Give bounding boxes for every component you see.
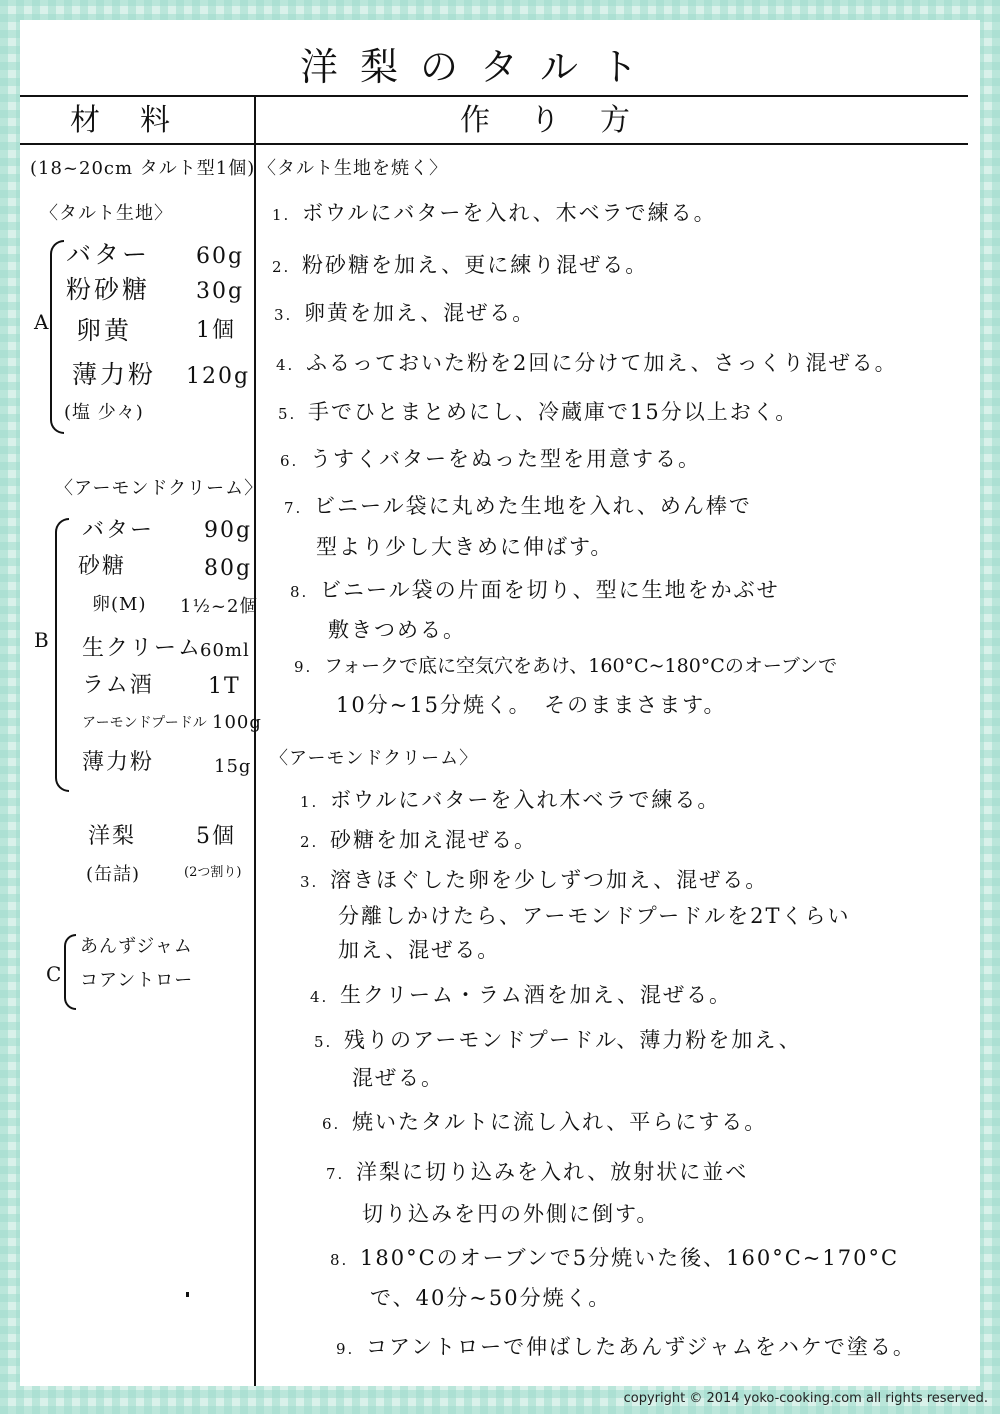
almond-step-1: 1. ボウルにバターを入れ木ベラで練る。 <box>300 788 721 812</box>
tart-step-4: 4. ふるっておいた粉を2回に分けて加え、さっくり混ぜる。 <box>276 351 898 375</box>
pan-size: (18~20cm タルト型1個) <box>30 158 256 179</box>
ingredient-name: バター <box>82 518 155 543</box>
tart-step-7-cont: 型より少し大きめに伸ばす。 <box>316 535 614 559</box>
glaze-item: あんずジャム <box>80 936 193 957</box>
glaze-item: コアントロー <box>80 970 194 991</box>
tart-step-1: 1. ボウルにバターを入れ、木ベラで練る。 <box>272 201 717 225</box>
pear-cut-note: (2つ割り) <box>184 865 242 880</box>
pear-amount: 5個 <box>196 824 236 849</box>
tart-step-6: 6. うすくバターをぬった型を用意する。 <box>280 447 701 471</box>
column-divider <box>254 96 256 1386</box>
almond-step-6: 6. 焼いたタルトに流し入れ、平らにする。 <box>322 1110 768 1134</box>
ingredient-name: 薄力粉 <box>72 360 157 389</box>
tart-step-3: 3. 卵黄を加え、混ぜる。 <box>274 301 536 325</box>
almond-step-5: 5. 残りのアーモンドプードル、薄力粉を加え、 <box>314 1028 802 1052</box>
ingredient-name: 卵(M) <box>92 594 147 615</box>
tart-step-8: 8. ビニール袋の片面を切り、型に生地をかぶせ <box>290 578 780 602</box>
group-b-brace <box>55 518 69 792</box>
ingredient-amount: 15g <box>214 756 252 777</box>
ingredient-amount: 90g <box>204 518 253 543</box>
ingredient-name: 薄力粉 <box>82 750 155 775</box>
group-c-label: C <box>46 962 62 986</box>
ingredient-amount: 80g <box>204 556 253 581</box>
almond-step-3-cont: 分離しかけたら、アーモンドプードルを2Tくらい <box>338 904 851 928</box>
almond-method-heading: 〈アーモンドクリーム〉 <box>270 748 479 769</box>
ingredient-amount: 60ml <box>200 640 250 661</box>
tart-dough-heading: 〈タルト生地〉 <box>40 203 173 224</box>
method-header: 作り方 <box>460 103 670 138</box>
ingredient-amount: 1T <box>208 674 241 699</box>
tart-step-9: 9. フォークで底に空気穴をあけ、160°C~180°Cのオーブンで <box>294 655 838 677</box>
ingredient-name: 砂糖 <box>78 554 127 579</box>
almond-cream-heading: 〈アーモンドクリーム〉 <box>55 478 264 499</box>
ingredient-name: 粉砂糖 <box>66 275 151 304</box>
ingredient-amount: 100g <box>212 712 262 733</box>
group-a-label: A <box>34 310 49 334</box>
almond-step-8-cont: で、40分~50分焼く。 <box>370 1286 612 1310</box>
ingredient-name: 生クリーム <box>82 636 203 661</box>
group-a-brace <box>50 240 64 434</box>
almond-step-7: 7. 洋梨に切り込みを入れ、放射状に並べ <box>326 1160 749 1184</box>
ingredient-amount: 60g <box>196 244 245 269</box>
almond-step-7-cont: 切り込みを円の外側に倒す。 <box>362 1202 660 1226</box>
header-rule <box>20 143 968 145</box>
ingredient-name: アーモンドプードル <box>82 715 207 731</box>
almond-step-3-cont: 加え、混ぜる。 <box>338 938 501 962</box>
almond-step-8: 8. 180°Cのオーブンで5分焼いた後、160°C~170°C <box>330 1246 900 1270</box>
tart-step-7: 7. ビニール袋に丸めた生地を入れ、めん棒で <box>284 494 752 518</box>
tart-method-heading: 〈タルト生地を焼く〉 <box>258 158 448 179</box>
almond-step-5-cont: 混ぜる。 <box>352 1066 444 1090</box>
title-rule <box>20 95 968 97</box>
tart-step-2: 2. 粉砂糖を加え、更に練り混ぜる。 <box>272 253 649 277</box>
ingredient-amount: 1個 <box>196 318 236 343</box>
group-b-label: B <box>34 628 49 652</box>
ingredients-header: 材料 <box>70 103 210 138</box>
tart-step-5: 5. 手でひとまとめにし、冷蔵庫で15分以上おく。 <box>278 400 799 424</box>
tart-step-9-cont: 10分~15分焼く。 そのままさます。 <box>336 693 727 717</box>
almond-step-9: 9. コアントローで伸ばしたあんずジャムをハケで塗る。 <box>336 1335 916 1359</box>
group-c-brace <box>64 934 76 1010</box>
recipe-title: 洋梨のタルト <box>300 45 661 89</box>
ingredient-amount: 1½~2個 <box>180 596 259 617</box>
copyright-notice: copyright © 2014 yoko-cooking.com all rights reserved. <box>623 1391 988 1406</box>
ingredient-name: (塩 少々) <box>64 402 144 423</box>
pear-note: (缶詰) <box>86 864 141 885</box>
ingredient-name: バター <box>66 240 151 269</box>
pear-name: 洋梨 <box>88 824 137 849</box>
tart-step-8-cont: 敷きつめる。 <box>328 618 466 642</box>
almond-step-2: 2. 砂糖を加え混ぜる。 <box>300 828 537 852</box>
almond-step-4: 4. 生クリーム・ラム酒を加え、混ぜる。 <box>310 983 733 1007</box>
ingredient-name: 卵黄 <box>76 316 133 345</box>
ingredient-name: ラム酒 <box>82 673 154 698</box>
ink-mark <box>186 1292 189 1297</box>
almond-step-3: 3. 溶きほぐした卵を少しずつ加え、混ぜる。 <box>300 868 769 892</box>
ingredient-amount: 120g <box>186 364 251 389</box>
ingredient-amount: 30g <box>196 279 245 304</box>
